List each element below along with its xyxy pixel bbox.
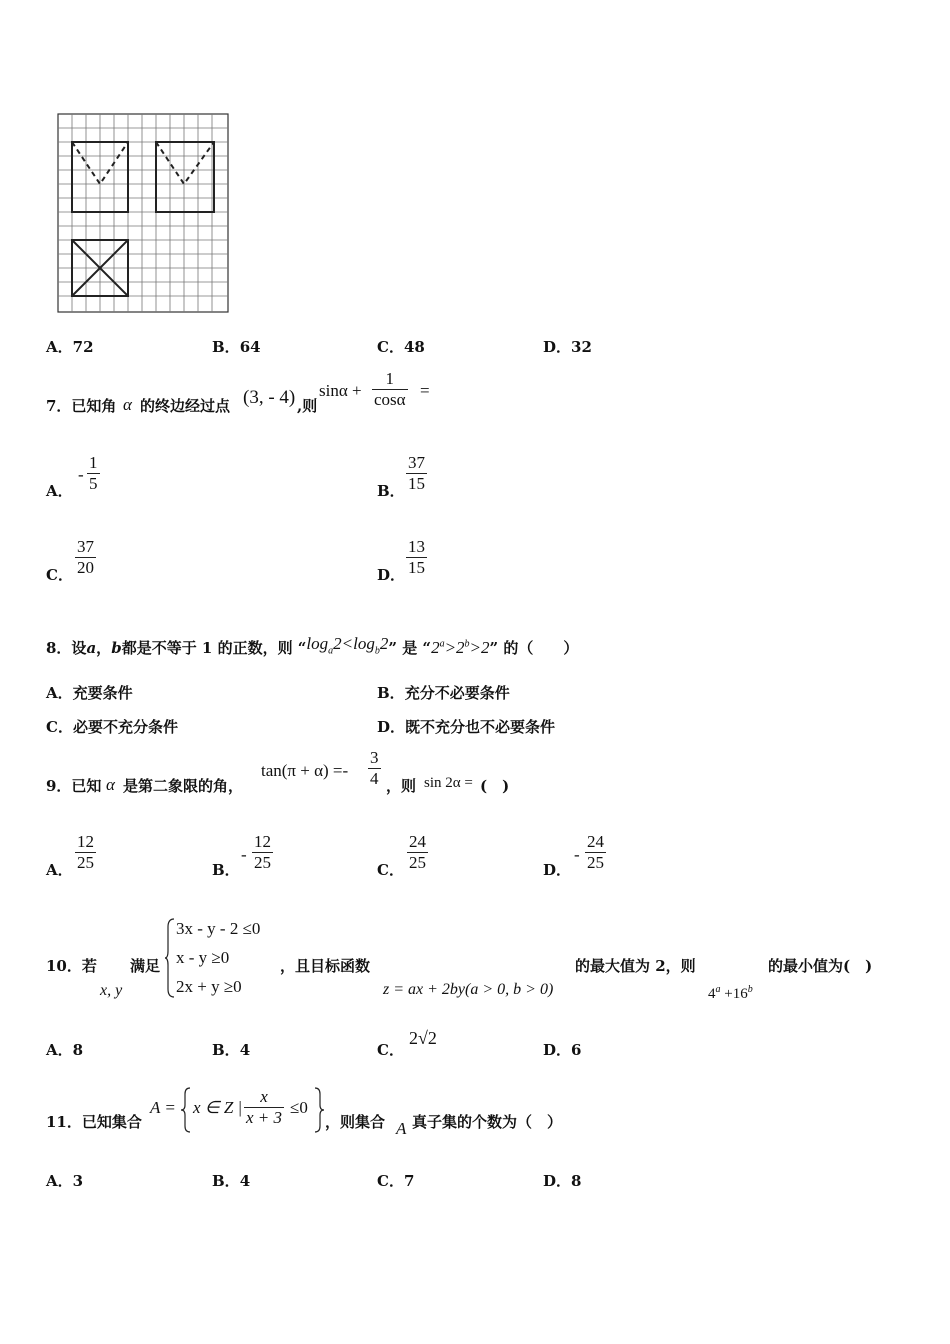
q11-set-fraction [244, 1087, 284, 1127]
q9-ask: sin 2α = [424, 775, 473, 791]
q6-option-c-value: 48 [403, 338, 425, 356]
q11-option-b [212, 1170, 250, 1191]
q7-option-d-letter: D． [377, 566, 406, 584]
q10-stem-prefix: 10．若 [46, 957, 97, 975]
q9-option-b-num: 12 [254, 832, 271, 851]
q8-option-d-text: 既不充分也不必要条件 [405, 718, 556, 736]
q7-point: (3, - 4) [243, 387, 296, 408]
three-view-grid-figure [56, 112, 230, 314]
q8-option-d-letter: D． [377, 718, 406, 736]
q7-option-a-sign: - [78, 465, 84, 484]
q7-option-c-letter: C． [46, 566, 73, 584]
q7-expr-eq: = [420, 381, 430, 400]
q10-option-b-value: 4 [239, 1041, 251, 1059]
q8-cond1-base-a: a [328, 645, 334, 657]
q7-expr-num: 1 [385, 369, 395, 388]
q11-stem-mid: ，则集合 [325, 1113, 386, 1131]
q7-alpha: α [123, 395, 132, 414]
q9-option-d-sign: - [574, 845, 580, 864]
q10-option-b-letter: B． [212, 1041, 240, 1059]
q11-stem-prefix: 11．已知集合 [46, 1113, 142, 1131]
q6-option-a [46, 336, 94, 357]
q10-objective: z = ax + 2by(a > 0, b > 0) [383, 981, 554, 998]
q7-option-b-num: 37 [408, 453, 425, 472]
q10-option-d-value: 6 [571, 1041, 582, 1059]
q7-option-d-den: 15 [408, 557, 425, 577]
q11-set-name: A [396, 1119, 407, 1138]
q8-var-a: a [86, 639, 97, 657]
q8-stem-end: ” 的（ ） [489, 639, 579, 657]
q10-ineq-1: 3x - y - 2 ≤0 [176, 919, 261, 938]
q6-option-c-letter: C． [377, 338, 404, 356]
q10-system-brace [164, 917, 176, 999]
q7-expr-left: sinα + [319, 381, 362, 400]
q9-option-a-num: 12 [77, 832, 94, 851]
q7-option-c-num: 37 [77, 537, 94, 556]
q11-set-lhs: A = [150, 1098, 176, 1117]
q6-option-a-value: 72 [72, 338, 94, 356]
q7-option-a-letter: A． [46, 482, 73, 500]
q9-option-d-num: 24 [587, 832, 604, 851]
q11-option-c-letter: C． [377, 1172, 404, 1190]
q10-satisfy: 满足 [130, 957, 161, 975]
q7-option-b-letter: B． [377, 482, 405, 500]
q7-option-d-num: 13 [408, 537, 425, 556]
q6-option-d-letter: D． [543, 338, 572, 356]
q8-condition-1 [306, 634, 389, 657]
q6-option-d [543, 336, 592, 357]
q11-option-b-letter: B． [212, 1172, 240, 1190]
q10-target-plus: +16 [720, 986, 748, 1002]
q8-option-a-letter: A． [46, 684, 73, 702]
q9-expr: tan(π + α) =- [261, 761, 349, 780]
q9-expr-fraction [368, 748, 381, 788]
q7-stem-prefix: 7．已知角 [46, 397, 117, 415]
q7-option-b-fraction [406, 453, 427, 493]
q8-cond2-mid: >2 [444, 638, 465, 657]
q10-stem-mid: ，且目标函数 [280, 957, 371, 975]
q10-ineq-2: x - y ≥0 [176, 948, 230, 967]
q11-set-cond: x ∈ Z | [193, 1098, 243, 1117]
q8-option-a [46, 682, 133, 703]
q11-option-c-value: 7 [403, 1172, 415, 1190]
q9-stem-then: ，则 [386, 777, 417, 795]
q9-option-b-sign: - [241, 845, 247, 864]
q7-stem-then: ,则 [297, 397, 318, 415]
q11-right-brace [313, 1086, 325, 1134]
q9-option-b-letter: B． [212, 861, 240, 879]
q10-target-exp-a: a [715, 984, 721, 995]
q9-alpha: α [106, 775, 115, 794]
q8-stem-is: ” 是 “ [388, 639, 432, 657]
q9-stem-mid: 是第二象限的角， [123, 777, 244, 795]
q8-cond2-base1: 2 [431, 638, 440, 657]
q10-option-d-letter: D． [543, 1041, 572, 1059]
q10-option-c-value: 2√2 [409, 1028, 437, 1048]
q7-expr-fraction [372, 369, 408, 409]
q11-set-den: x + 3 [246, 1107, 283, 1127]
q8-stem-mid: 都是不等于 1 的正数，则 “ [121, 639, 307, 657]
q10-option-a-letter: A． [46, 1041, 73, 1059]
q6-option-a-letter: A． [46, 338, 73, 356]
q8-cond1-log: log [306, 634, 329, 653]
q10-option-d [543, 1039, 581, 1060]
q9-expr-num: 3 [370, 748, 379, 767]
q8-option-a-text: 充要条件 [72, 684, 133, 702]
q7-option-a-den: 5 [89, 473, 98, 493]
q9-stem-end: ( ) [480, 777, 510, 795]
q9-option-b-den: 25 [254, 852, 271, 872]
q6-option-b [212, 336, 261, 357]
q10-option-a [46, 1039, 83, 1060]
q11-option-d [543, 1170, 581, 1191]
side-view [156, 142, 214, 212]
q9-option-d-den: 25 [587, 852, 604, 872]
q11-option-a [46, 1170, 83, 1191]
q11-set-le: ≤0 [290, 1098, 308, 1117]
q10-stem-end: 的最小值为( ) [768, 957, 873, 975]
q8-cond1-mid: 2<log [333, 634, 375, 653]
q10-target-base1: 4 [708, 986, 716, 1002]
q8-option-c [46, 716, 178, 737]
q7-option-c-den: 20 [77, 557, 94, 577]
q8-var-b: b [111, 639, 122, 657]
q9-option-c-letter: C． [377, 861, 404, 879]
q7-stem-mid: 的终边经过点 [140, 397, 231, 415]
q11-option-d-letter: D． [543, 1172, 572, 1190]
q8-condition-2 [431, 638, 489, 657]
q11-option-a-value: 3 [72, 1172, 84, 1190]
q8-option-b [377, 682, 510, 703]
q6-option-b-letter: B． [212, 338, 240, 356]
q9-option-a-fraction [75, 832, 96, 872]
q7-option-d-fraction [406, 537, 427, 577]
q10-option-c-letter: C． [377, 1041, 404, 1059]
q7-option-a-num: 1 [89, 453, 98, 472]
q10-option-b [212, 1039, 250, 1060]
q8-option-d [377, 716, 555, 737]
q8-stem-prefix: 8．设 [46, 639, 87, 657]
q9-option-d-fraction [585, 832, 606, 872]
q8-option-c-letter: C． [46, 718, 73, 736]
q9-option-a-letter: A． [46, 861, 73, 879]
q8-cond1-end: 2 [379, 634, 389, 653]
q9-stem-prefix: 9．已知 [46, 777, 102, 795]
q8-cond2-exp-a: a [439, 638, 445, 650]
q11-set-num: x [260, 1087, 268, 1106]
q7-option-c-fraction [75, 537, 96, 577]
q10-stem-max: 的最大值为 2，则 [575, 957, 696, 975]
q7-option-a-fraction [87, 453, 100, 493]
q11-left-brace [180, 1086, 192, 1134]
q11-option-c [377, 1170, 414, 1191]
q9-option-c-den: 25 [409, 852, 426, 872]
q8-comma: ， [96, 639, 112, 657]
q8-stem [46, 634, 578, 658]
q9-option-b-fraction [252, 832, 273, 872]
q9-option-d-letter: D． [543, 861, 572, 879]
q9-option-a-den: 25 [77, 852, 94, 872]
q10-target [708, 984, 753, 1003]
q11-stem-end: 真子集的个数为（ ） [412, 1113, 563, 1131]
q11-option-a-letter: A． [46, 1172, 73, 1190]
q8-cond1-base-b: b [374, 645, 380, 657]
q10-target-exp-b: b [747, 984, 753, 995]
q10-ineq-3: 2x + y ≥0 [176, 977, 242, 996]
q9-option-c-fraction [407, 832, 428, 872]
q9-option-c-num: 24 [409, 832, 426, 851]
q8-cond2-exp-b: b [464, 638, 470, 650]
q7-expr-den: cosα [374, 389, 406, 409]
q9-expr-den: 4 [370, 768, 379, 788]
q6-option-c [377, 336, 425, 357]
q8-cond2-end: >2 [469, 638, 490, 657]
q8-option-b-text: 充分不必要条件 [404, 684, 510, 702]
q11-option-b-value: 4 [239, 1172, 251, 1190]
q10-option-a-value: 8 [72, 1041, 84, 1059]
q6-option-d-value: 32 [571, 338, 592, 356]
q10-vars: x, y [100, 982, 123, 999]
q11-option-d-value: 8 [571, 1172, 582, 1190]
q7-option-b-den: 15 [408, 473, 425, 493]
q8-option-b-letter: B． [377, 684, 405, 702]
q8-option-c-text: 必要不充分条件 [72, 718, 178, 736]
q6-option-b-value: 64 [239, 338, 261, 356]
